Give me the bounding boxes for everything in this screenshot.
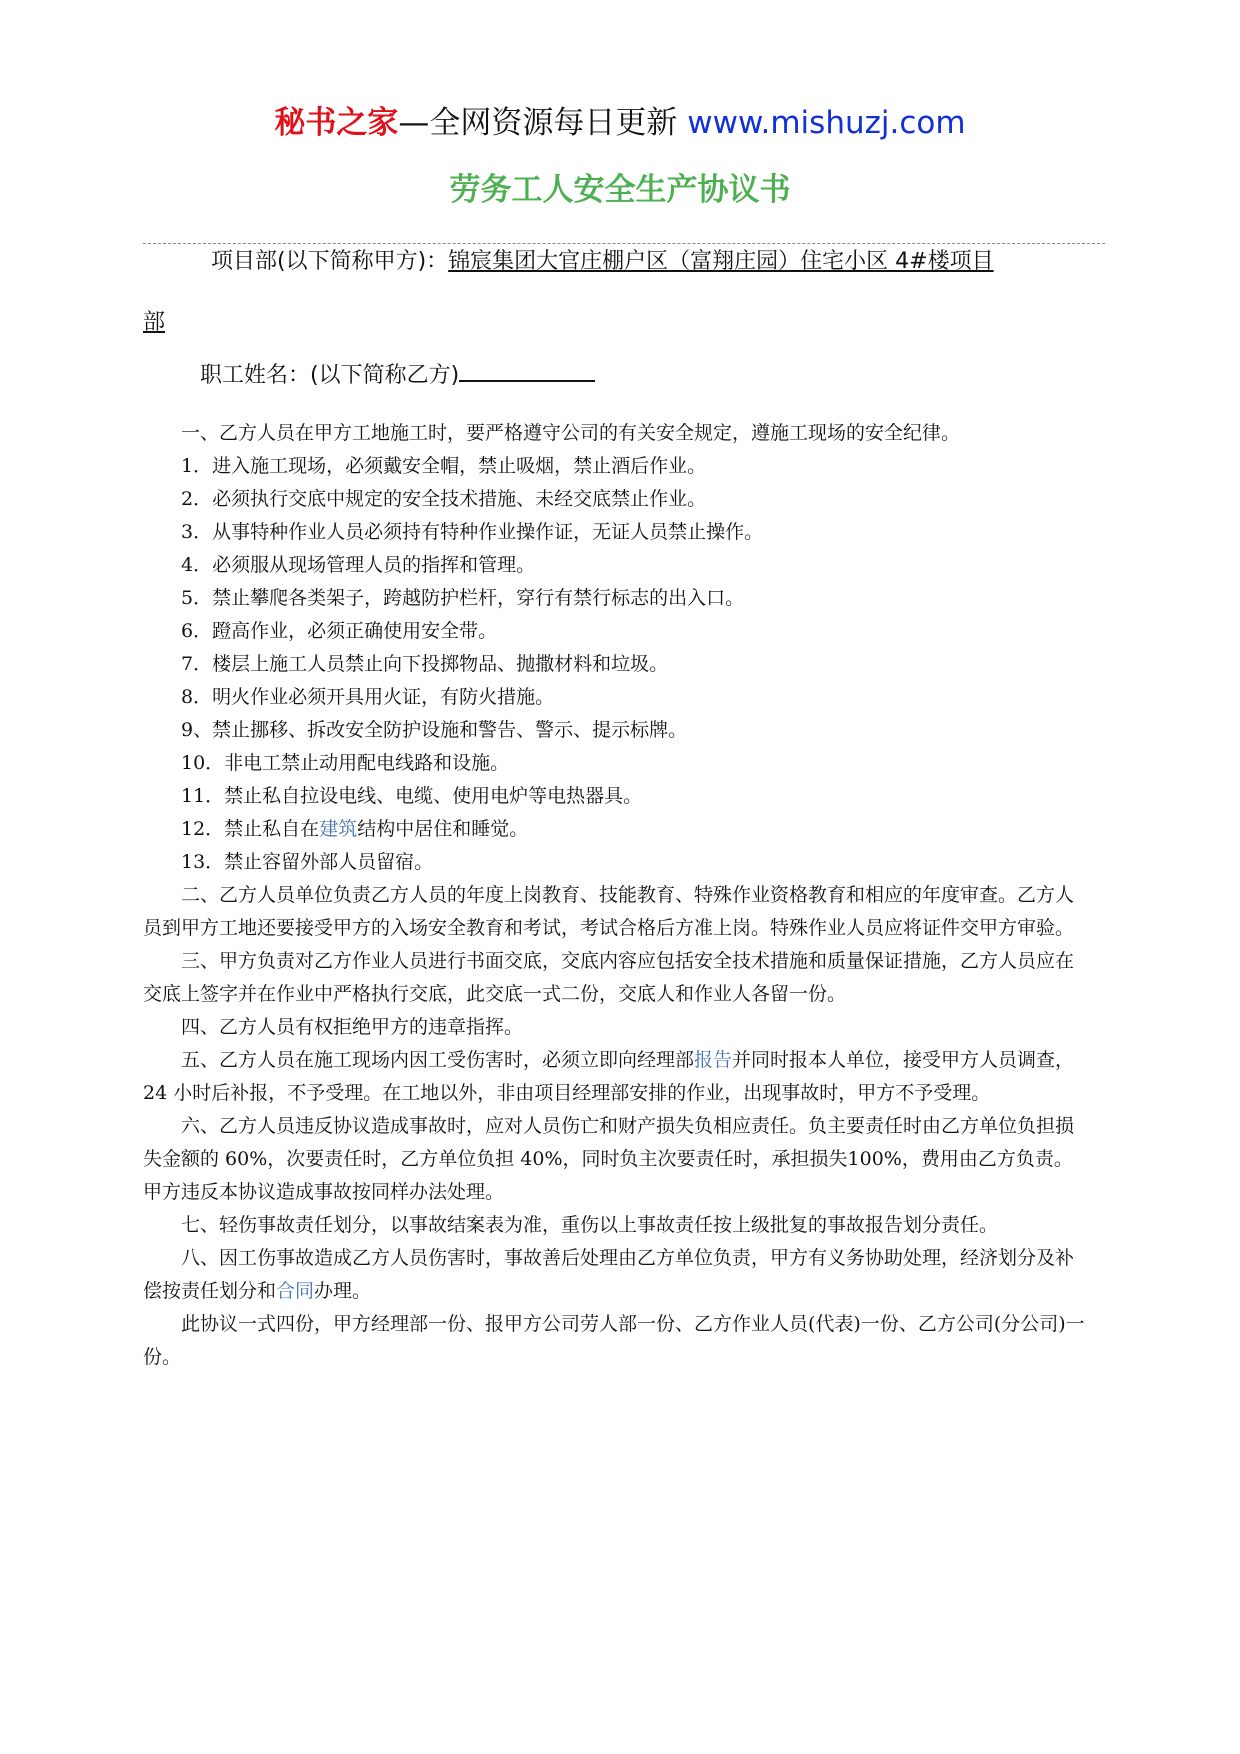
party-b-label: 职工姓名：(以下简称乙方)	[200, 363, 460, 388]
clause-5	[143, 1044, 1089, 1110]
closing-paragraph: 此协议一式四份，甲方经理部一份、报甲方公司劳人部一份、乙方作业人员(代表)一份、乙方公司(分公司)一份。	[143, 1313, 1085, 1368]
website-link[interactable]: www.mishuzj.com	[687, 105, 966, 141]
clause-4: 四、乙方人员有权拒绝甲方的违章指挥。	[181, 1016, 524, 1038]
site-banner	[0, 103, 1240, 143]
document-title: 劳务工人安全生产协议书	[449, 172, 791, 208]
clause-1-item: 1．进入施工现场，必须戴安全帽，禁止吸烟，禁止酒后作业。	[181, 455, 707, 477]
clause-1-item: 4．必须服从现场管理人员的指挥和管理。	[181, 554, 536, 576]
clause-1-item: 9、禁止挪移、拆改安全防护设施和警告、警示、提示标牌。	[181, 719, 688, 741]
clause-1-item: 3．从事特种作业人员必须持有特种作业操作证，无证人员禁止操作。	[181, 521, 764, 543]
clause-2: 二、乙方人员单位负责乙方人员的年度上岗教育、技能教育、特殊作业资格教育和相应的年度审查。乙方人员到甲方工地还要接受甲方的入场安全教育和考试，考试合格后方准上岗。特殊作业人员应将证件交甲方审验。	[143, 884, 1075, 939]
clause-1-item-13: 13．禁止容留外部人员留宿。	[181, 851, 434, 873]
banner-slogan: —全网资源每日更新	[398, 105, 678, 141]
clause-1-item-12	[143, 813, 1089, 846]
clause-1-item: 6．蹬高作业，必须正确使用安全带。	[181, 620, 498, 642]
clause-6: 六、乙方人员违反协议造成事故时，应对人员伤亡和财产损失负相应责任。负主要责任时由乙方单位负担损失金额的 60%，次要责任时，乙方单位负担 40%，同时负主次要责任时，承担损失100%，费用由乙方负责。甲方违反本协议造成事故按同样办法处理。	[143, 1115, 1075, 1203]
divider	[143, 243, 1105, 244]
brand-name: 秘书之家	[274, 105, 399, 141]
clause-8	[143, 1242, 1089, 1308]
clause-1-heading: 一、乙方人员在甲方工地施工时，要严格遵守公司的有关安全规定，遵施工现场的安全纪律。	[181, 422, 961, 444]
party-a-value: 锦宸集团大官庄棚户区（富翔庄园）住宅小区 4#楼项目	[448, 249, 994, 274]
building-link[interactable]: 建筑	[319, 818, 358, 840]
party-a-line	[211, 247, 994, 277]
item-12-text: 12．禁止私自在	[181, 818, 320, 840]
party-b-line	[200, 358, 595, 391]
clause-1-item: 2．必须执行交底中规定的安全技术措施、未经交底禁止作业。	[181, 488, 707, 510]
clause-7: 七、轻伤事故责任划分，以事故结案表为准，重伤以上事故责任按上级批复的事故报告划分责任。	[181, 1214, 999, 1236]
contract-link[interactable]: 合同	[276, 1280, 315, 1302]
clause-5-text-end: 并同时报本人单位，接受甲方人员调查，24 小时后补报，不予受理。在工地以外，非由项目经理部安排的作业，出现事故时，甲方不予受理。	[143, 1049, 1075, 1104]
clause-3: 三、甲方负责对乙方作业人员进行书面交底，交底内容应包括安全技术措施和质量保证措施，乙方人员应在交底上签字并在作业中严格执行交底，此交底一式二份，交底人和作业人各留一份。	[143, 950, 1075, 1005]
clause-1-item: 10．非电工禁止动用配电线路和设施。	[181, 752, 510, 774]
clause-1-item: 11．禁止私自拉设电线、电缆、使用电炉等电热器具。	[181, 785, 643, 807]
clause-1-item: 5．禁止攀爬各类架子，跨越防护栏杆，穿行有禁行标志的出入口。	[181, 587, 745, 609]
report-link[interactable]: 报告	[694, 1049, 733, 1071]
clause-8-text-end: 办理。	[314, 1280, 372, 1302]
clause-8-text: 八、因工伤事故造成乙方人员伤害时，事故善后处理由乙方单位负责，甲方有义务协助处理，经济划分及补偿按责任划分和	[143, 1247, 1075, 1302]
clause-1-item: 8．明火作业必须开具用火证，有防火措施。	[181, 686, 555, 708]
item-12-text-end: 结构中居住和睡觉。	[357, 818, 529, 840]
party-b-name-blank[interactable]	[459, 358, 595, 382]
party-a-label: 项目部(以下简称甲方)：	[211, 249, 449, 274]
party-a-line-continued	[143, 308, 165, 338]
clause-1-item: 7．楼层上施工人员禁止向下投掷物品、抛撒材料和垃圾。	[181, 653, 669, 675]
agreement-body	[143, 417, 1089, 1374]
clause-5-text: 五、乙方人员在施工现场内因工受伤害时，必须立即向经理部	[181, 1049, 695, 1071]
party-a-value-cont: 部	[143, 310, 166, 335]
